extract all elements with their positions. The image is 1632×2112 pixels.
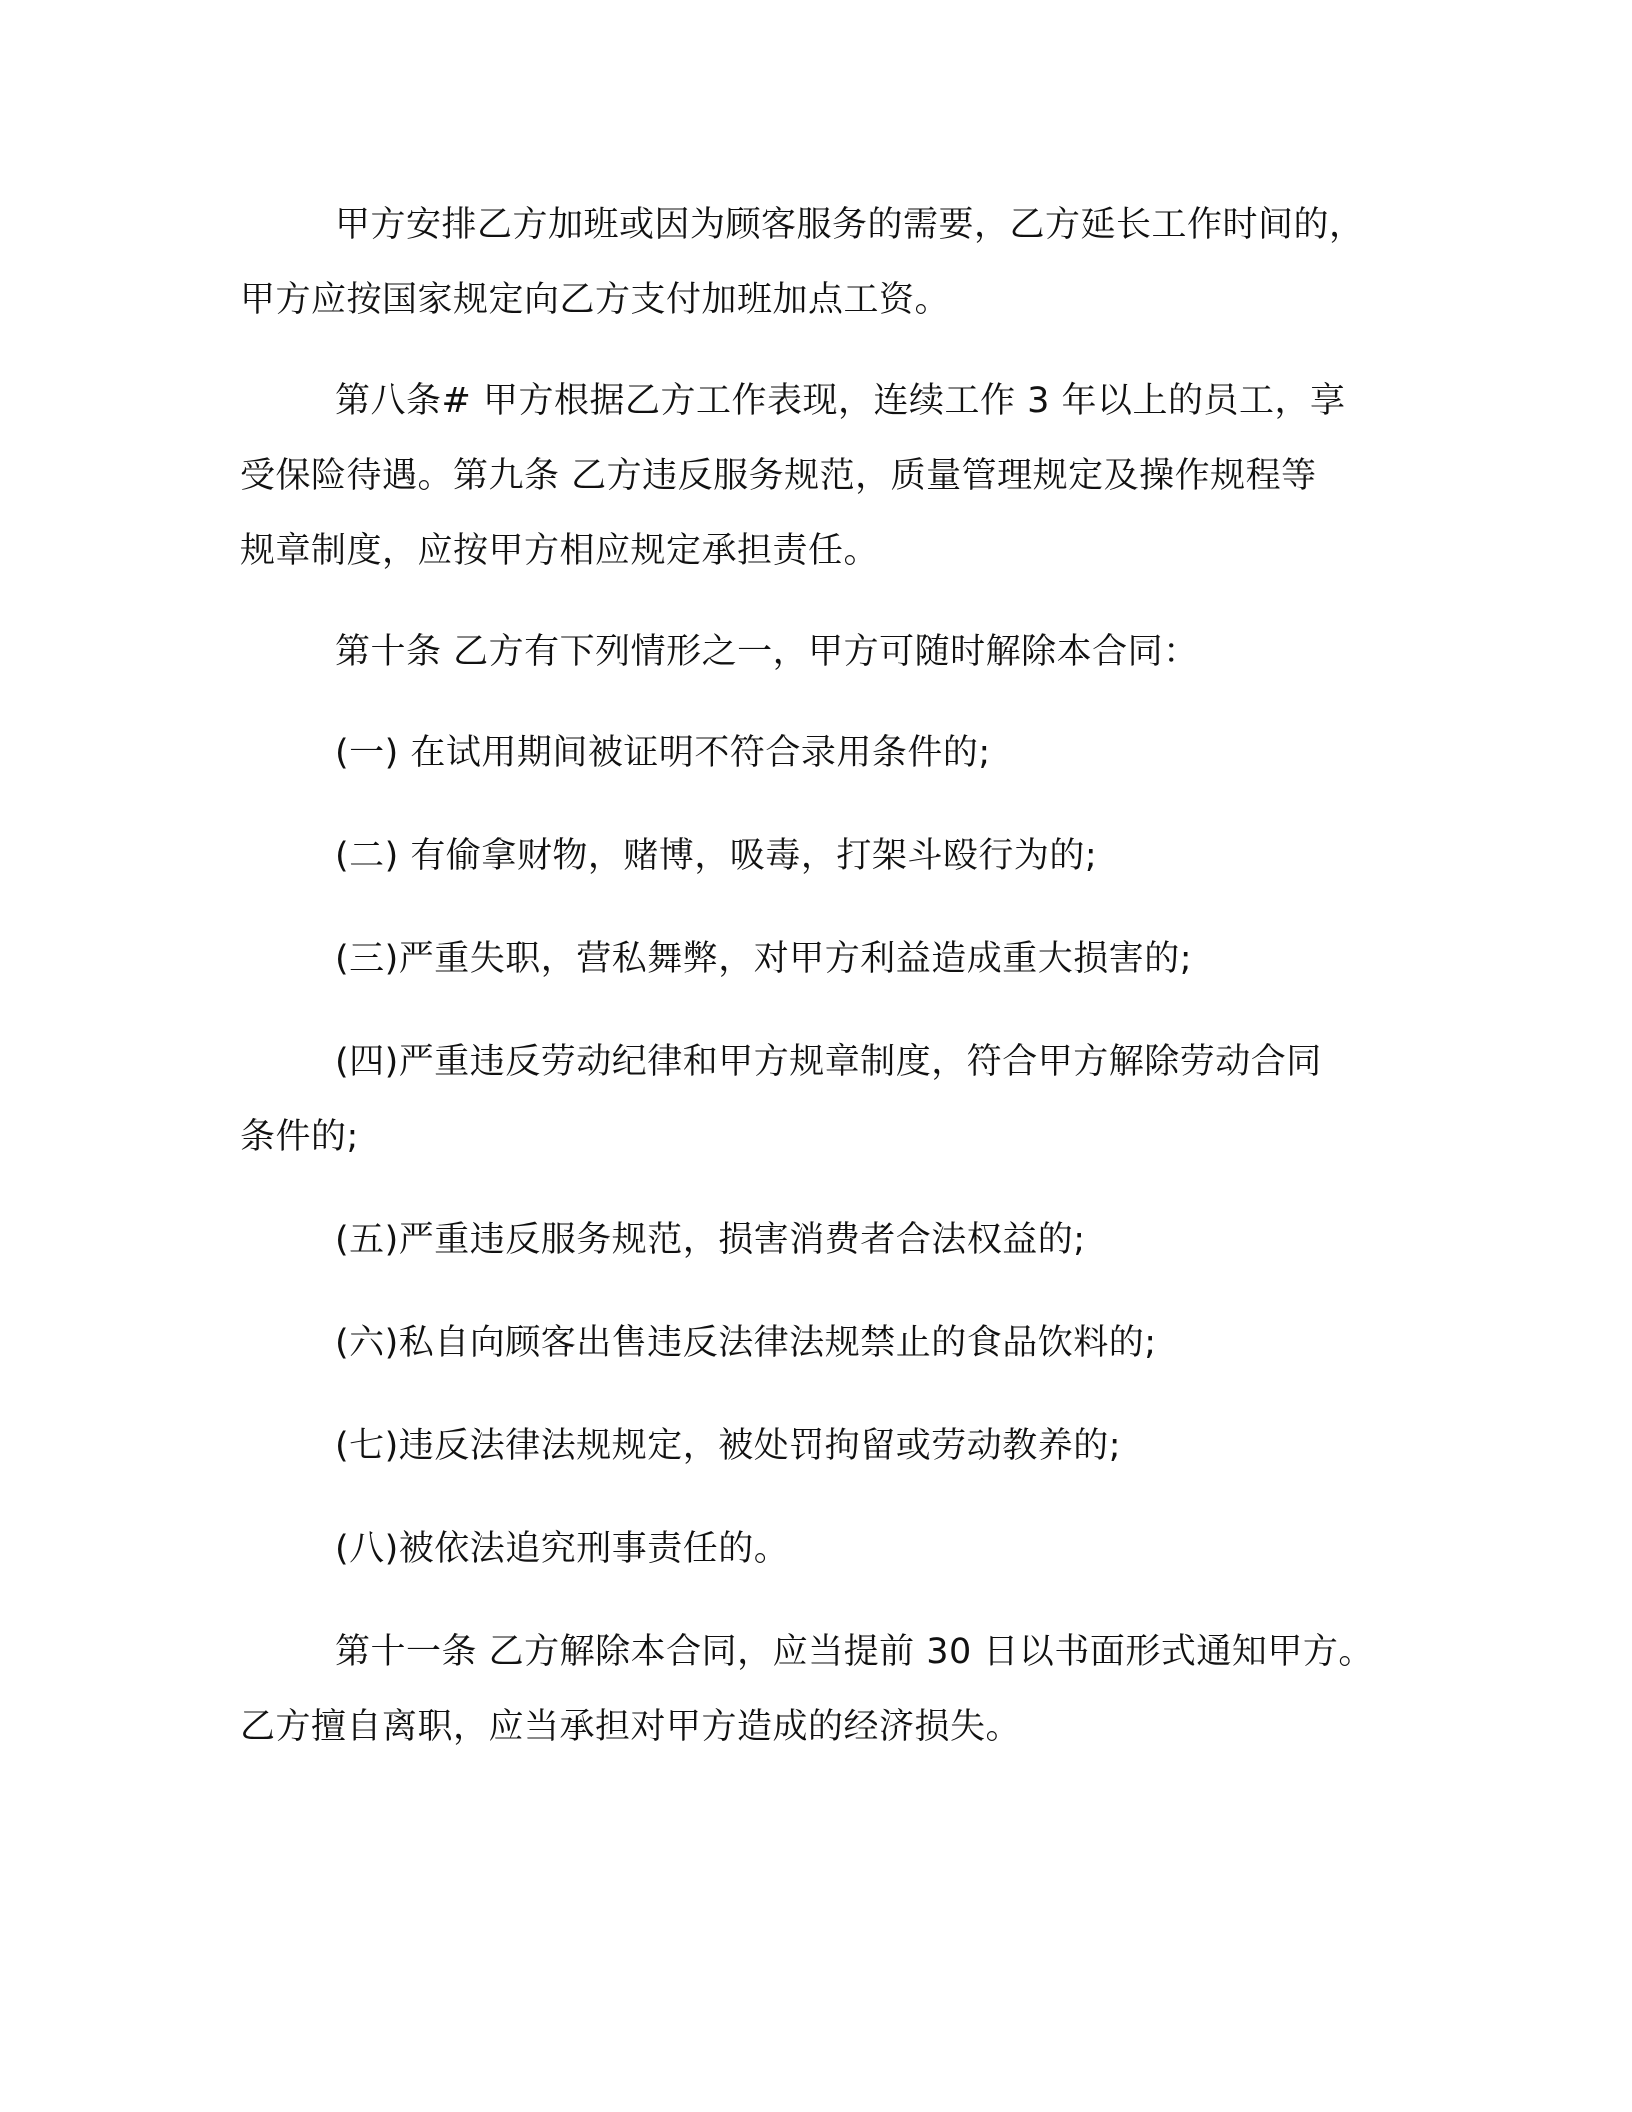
- paragraph-line: 第十条 乙方有下列情形之一，甲方可随时解除本合同：: [335, 632, 1199, 672]
- paragraph-line: (五)严重违反服务规范，损害消费者合法权益的;: [335, 1220, 1086, 1260]
- paragraph-line: (三)严重失职，营私舞弊，对甲方利益造成重大损害的;: [335, 939, 1193, 979]
- paragraph-line: (四)严重违反劳动纪律和甲方规章制度，符合甲方解除劳动合同: [335, 1042, 1322, 1082]
- list-item-6: [240, 1306, 1400, 1381]
- paragraph-line: 甲方安排乙方加班或因为顾客服务的需要，乙方延长工作时间的，: [335, 205, 1365, 245]
- paragraph-line: 第十一条 乙方解除本合同，应当提前 30 日以书面形式通知甲方。: [335, 1632, 1374, 1672]
- list-item-3: [240, 922, 1400, 997]
- paragraph-article-8-9: [240, 364, 1400, 589]
- paragraph-line: (七)违反法律法规规定，被处罚拘留或劳动教养的;: [335, 1426, 1122, 1466]
- paragraph-line: (二) 有偷拿财物，赌博，吸毒，打架斗殴行为的;: [335, 836, 1098, 876]
- paragraph-line: 条件的;: [240, 1117, 359, 1157]
- paragraph-line: 乙方擅自离职，应当承担对甲方造成的经济损失。: [240, 1707, 1022, 1747]
- paragraph-article-11: [240, 1615, 1400, 1765]
- paragraph-line: 规章制度，应按甲方相应规定承担责任。: [240, 531, 880, 571]
- list-item-5: [240, 1203, 1400, 1278]
- list-item-1: [240, 716, 1400, 791]
- list-item-2: [240, 819, 1400, 894]
- paragraph-overtime-pay: [240, 188, 1400, 338]
- list-item-4: [240, 1025, 1400, 1175]
- document-body: [240, 188, 1400, 1791]
- paragraph-line: 第八条# 甲方根据乙方工作表现，连续工作 3 年以上的员工，享: [335, 381, 1346, 421]
- list-item-8: [240, 1512, 1400, 1587]
- paragraph-article-10: [240, 615, 1400, 690]
- paragraph-line: 甲方应按国家规定向乙方支付加班加点工资。: [240, 280, 951, 320]
- list-item-7: [240, 1409, 1400, 1484]
- paragraph-line: (一) 在试用期间被证明不符合录用条件的;: [335, 733, 991, 773]
- paragraph-line: (六)私自向顾客出售违反法律法规禁止的食品饮料的;: [335, 1323, 1157, 1363]
- paragraph-line: (八)被依法追究刑事责任的。: [335, 1529, 790, 1569]
- paragraph-line: 受保险待遇。第九条 乙方违反服务规范，质量管理规定及操作规程等: [240, 456, 1317, 496]
